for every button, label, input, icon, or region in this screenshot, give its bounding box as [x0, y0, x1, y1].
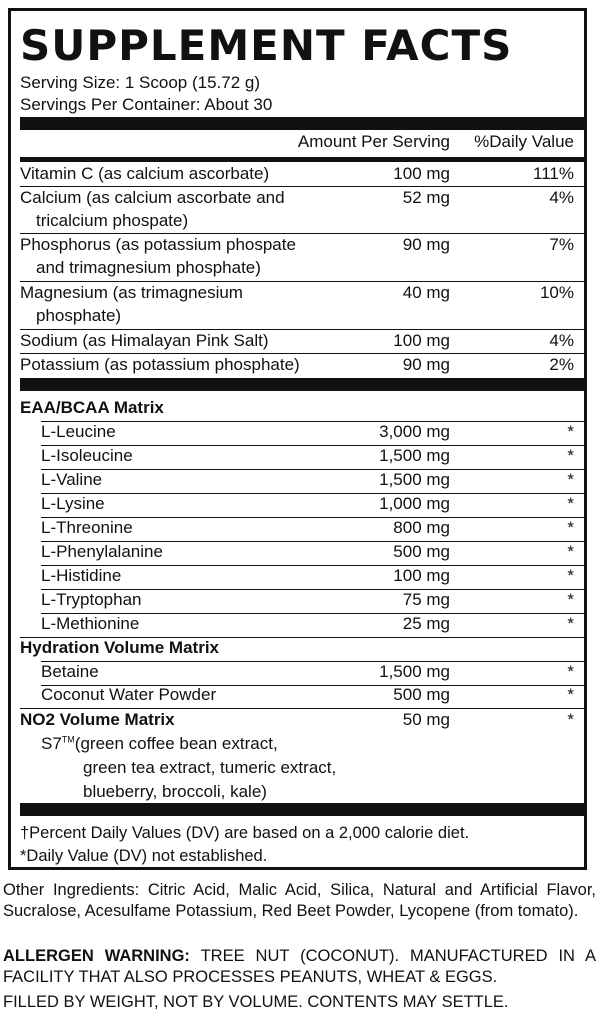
nutrient-dv: 4%: [549, 188, 574, 207]
ingredient-amount: 1,500 mg: [379, 446, 450, 465]
nutrient-dv: 2%: [549, 355, 574, 374]
ingredient-name: L-Isoleucine: [41, 446, 133, 465]
serving-size: Serving Size: 1 Scoop (15.72 g): [20, 73, 261, 92]
ingredient-name: Betaine: [41, 662, 99, 681]
ingredient-name: L-Leucine: [41, 422, 116, 441]
ingredient-name: L-Histidine: [41, 566, 122, 585]
ingredient-name: L-Methionine: [41, 614, 140, 633]
ingredient-name: L-Tryptophan: [41, 590, 142, 609]
ingredient-dv: *: [567, 566, 574, 585]
thick-divider: [20, 378, 584, 391]
s7-name: S7: [41, 734, 62, 753]
ingredient-name: L-Valine: [41, 470, 103, 489]
nutrient-dv: 4%: [549, 331, 574, 350]
s7-line-2: green tea extract, tumeric extract,: [83, 758, 337, 777]
nutrient-dv: 10%: [539, 283, 574, 302]
supplement-facts-panel: [8, 8, 587, 870]
footnote-daily-values: †Percent Daily Values (DV) are based on a 2,000 calorie diet.: [20, 824, 470, 842]
ingredient-dv: *: [567, 590, 574, 609]
ingredient-amount: 75 mg: [402, 590, 450, 609]
eaa-matrix-heading: EAA/BCAA Matrix: [20, 398, 164, 417]
fill-note: FILLED BY WEIGHT, NOT BY VOLUME. CONTENTS MAY SETTLE.: [3, 993, 509, 1011]
no2-amount: 50 mg: [402, 710, 450, 729]
amount-header: Amount Per Serving: [297, 132, 450, 151]
nutrient-amount: 100 mg: [393, 164, 450, 183]
nutrient-name-continued: phosphate): [36, 306, 122, 325]
thick-divider: [20, 117, 584, 130]
nutrient-amount: 52 mg: [402, 188, 450, 207]
ingredient-dv: *: [567, 685, 574, 704]
row-divider: [41, 469, 584, 470]
ingredient-amount: 3,000 mg: [379, 422, 450, 441]
allergen-warning: [3, 946, 596, 988]
nutrient-dv: 111%: [533, 164, 574, 183]
nutrient-dv: 7%: [549, 235, 574, 254]
ingredient-dv: *: [567, 422, 574, 441]
ingredient-amount: 1,000 mg: [379, 494, 450, 513]
nutrient-name: Phosphorus (as potassium phospate: [20, 235, 296, 254]
ingredient-dv: *: [567, 542, 574, 561]
nutrient-amount: 90 mg: [402, 235, 450, 254]
no2-matrix-heading: NO2 Volume Matrix: [20, 710, 175, 729]
row-divider: [41, 493, 584, 494]
allergen-text: TREE NUT (COCONUT). MANUFACTURED IN A FACILITY THAT ALSO PROCESSES PEANUTS, WHEAT & EGGS.: [3, 947, 596, 986]
medium-divider: [20, 157, 584, 162]
nutrient-amount: 90 mg: [402, 355, 450, 374]
ingredient-dv: *: [567, 446, 574, 465]
ingredient-amount: 1,500 mg: [379, 662, 450, 681]
ingredient-dv: *: [567, 494, 574, 513]
nutrient-name: Sodium (as Himalayan Pink Salt): [20, 331, 269, 350]
s7-line-3: blueberry, broccoli, kale): [83, 782, 267, 801]
ingredient-name: L-Phenylalanine: [41, 542, 163, 561]
footnote-not-established: *Daily Value (DV) not established.: [20, 847, 268, 865]
nutrient-name: Calcium (as calcium ascorbate and: [20, 188, 285, 207]
nutrient-name-continued: tricalcium phospate): [36, 211, 189, 230]
s7-line-1: (green coffee bean extract,: [74, 734, 278, 753]
ingredient-amount: 500 mg: [393, 542, 450, 561]
panel-title: SUPPLEMENT FACTS: [20, 21, 513, 70]
row-divider: [41, 421, 584, 422]
ingredient-name: Coconut Water Powder: [41, 685, 217, 704]
nutrient-name: Vitamin C (as calcium ascorbate): [20, 164, 270, 183]
ingredient-amount: 100 mg: [393, 566, 450, 585]
nutrient-amount: 100 mg: [393, 331, 450, 350]
thick-divider: [20, 803, 584, 816]
ingredient-dv: *: [567, 518, 574, 537]
ingredient-amount: 800 mg: [393, 518, 450, 537]
row-divider: [41, 661, 584, 662]
trademark-mark: TM: [61, 734, 75, 745]
nutrient-name: Magnesium (as trimagnesium: [20, 283, 243, 302]
nutrient-name: Potassium (as potassium phosphate): [20, 355, 300, 374]
ingredient-dv: *: [567, 470, 574, 489]
hydration-matrix-heading: Hydration Volume Matrix: [20, 638, 219, 657]
s7-blend: [41, 733, 278, 755]
nutrient-amount: 40 mg: [402, 283, 450, 302]
ingredient-name: L-Lysine: [41, 494, 105, 513]
ingredient-name: L-Threonine: [41, 518, 133, 537]
ingredient-amount: 500 mg: [393, 685, 450, 704]
ingredient-amount: 1,500 mg: [379, 470, 450, 489]
ingredient-amount: 25 mg: [402, 614, 450, 633]
servings-per-container: Servings Per Container: About 30: [20, 95, 273, 114]
ingredient-dv: *: [567, 662, 574, 681]
allergen-label: ALLERGEN WARNING:: [3, 947, 190, 965]
row-divider: [41, 565, 584, 566]
nutrient-name-continued: and trimagnesium phosphate): [36, 258, 261, 277]
daily-value-header: %Daily Value: [474, 132, 574, 151]
other-ingredients: Other Ingredients: Citric Acid, Malic Acid, Silica, Natural and Artificial Flavor, Sucralose, Acesulfame Potassium, Red Beet Powder, Lycopene (from tomato).: [3, 881, 596, 920]
ingredient-dv: *: [567, 614, 574, 633]
no2-dv: *: [567, 710, 574, 729]
